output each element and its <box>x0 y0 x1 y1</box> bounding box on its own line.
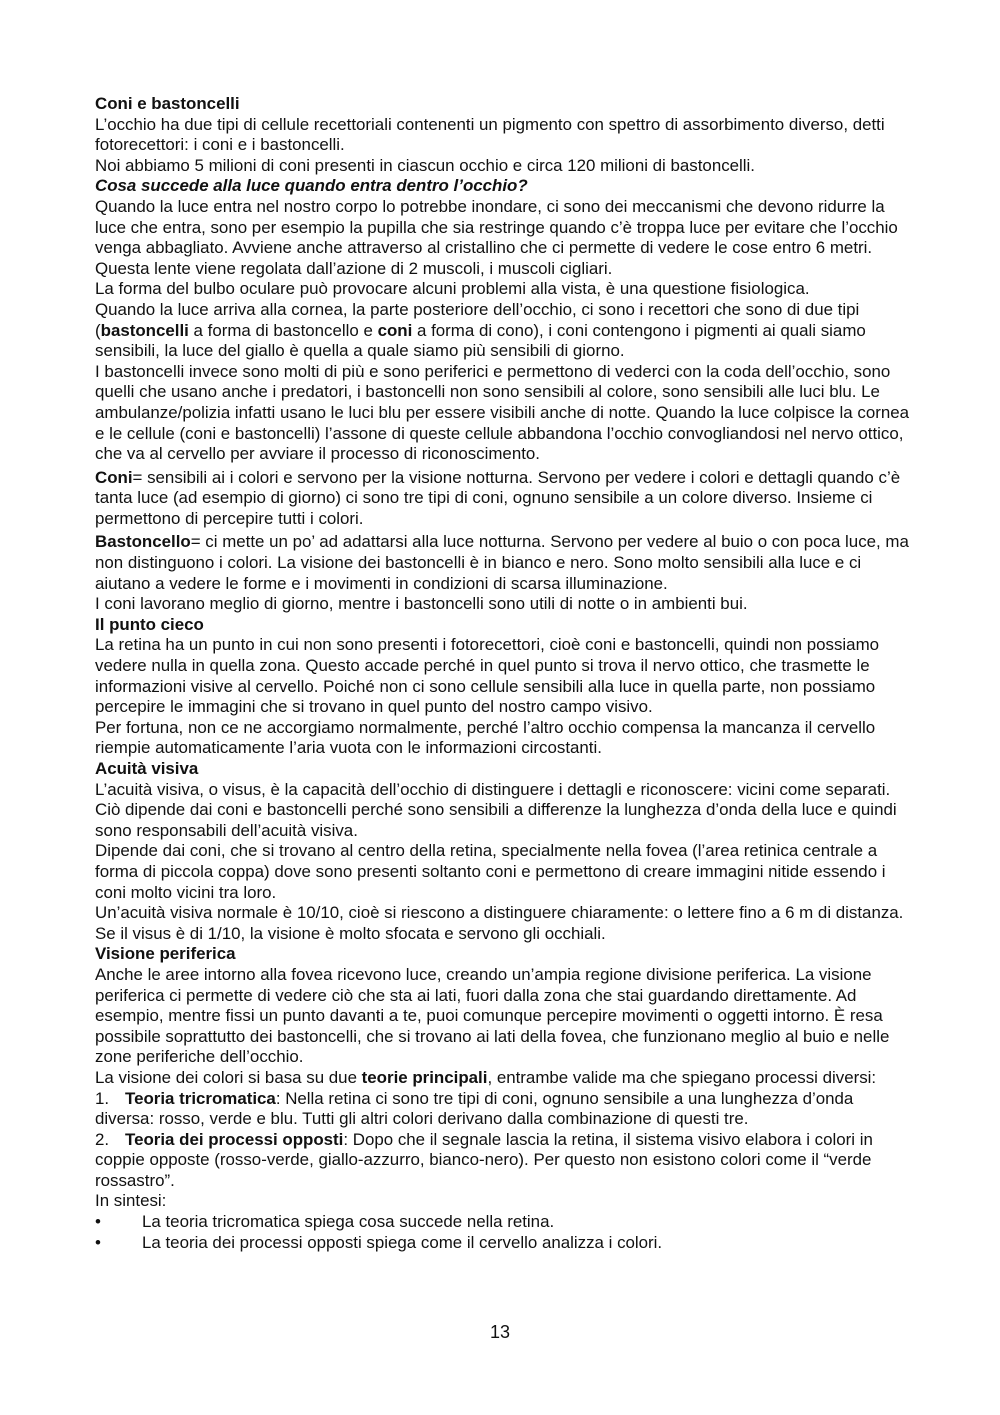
paragraph: L’occhio ha due tipi di cellule recettoriali contenenti un pigmento con spettro di assorbimento diverso, detti fotorecettori: i coni e i bastoncelli. <box>95 114 885 155</box>
document-page <box>95 94 910 1253</box>
bold-term: Teoria tricromatica <box>125 1088 276 1108</box>
bullet-icon: • <box>95 1232 101 1252</box>
paragraph: Un’acuità visiva normale è 10/10, cioè si riescono a distinguere chiaramente: o lettere fino a 6 m di distanza. Se il visus è di 1/10, la visione è molto sfocata e servono gli occhiali. <box>95 903 904 943</box>
text-run: : Dopo che il segnale lascia la retina, il sistema visivo elabora i colori in coppie opposte (rosso-verde, giallo-azzurro, bianco-nero). Per questo non esistono colori come il “verde rossastro”. <box>95 1129 873 1190</box>
bold-term: teorie principali <box>361 1067 488 1087</box>
summary-label: In sintesi: <box>95 1191 167 1211</box>
paragraph: I coni lavorano meglio di giorno, mentre i bastoncelli sono utili di notte o in ambienti bui. <box>95 594 748 614</box>
bold-term: Coni <box>95 467 133 487</box>
text-run: La visione dei colori si basa su due <box>95 1067 362 1087</box>
paragraph: Anche le aree intorno alla fovea ricevono luce, creando un’ampia regione divisione periferica. La visione periferica ci permette di vedere ciò che sta ai lati, fuori dalla zona che stai guardando direttamente. Ad esempio, mentre fissi un punto davanti a te, puoi comunque percepire movimenti o oggetti intorno. È resa possibile soprattutto dei bastoncelli, che si trovano ai lati della fovea, che funzionano meglio al buio e nelle zone periferiche dell’occhio. <box>95 964 890 1067</box>
subheading-question: Cosa succede alla luce quando entra dentro l’occhio? <box>95 176 528 196</box>
heading-acuita-visiva: Acuità visiva <box>95 759 199 778</box>
heading-punto-cieco: Il punto cieco <box>95 614 204 634</box>
text-run: a forma di cono), i coni contengono i pigmenti ai quali siamo sensibili, la luce del giallo è quella a quale siamo più sensibili di giorno. <box>95 320 866 361</box>
paragraph: La retina ha un punto in cui non sono presenti i fotorecettori, cioè coni e bastoncelli, quindi non possiamo vedere nulla in quella zona. Questo accade perché in quel punto si trova il nervo ottico, che trasmette le informazioni visive al cervello. Poiché non ci sono cellule sensibili alla luce in quella parte, non possiamo percepire le immagini che si trovano in quel punto del nostro campo visivo. <box>95 635 880 717</box>
text-run: a forma di bastoncello e <box>188 320 378 340</box>
numbered-item <box>95 1089 910 1130</box>
paragraph: Dipende dai coni, che si trovano al centro della retina, specialmente nella fovea (l’area retinica centrale a forma di piccola coppa) dove sono presenti soltanto coni e permettono di creare immagini nitide essendo i coni molto vicini tra loro. <box>95 841 886 902</box>
definition-bastoncello <box>95 532 910 594</box>
paragraph: Noi abbiamo 5 milioni di coni presenti in ciascun occhio e circa 120 milioni di bastoncelli. <box>95 155 756 175</box>
item-number: 1. <box>95 1088 110 1108</box>
text-run: = ci mette un po’ ad adattarsi alla luce notturna. Servono per vedere al buio o con poca luce, ma non distinguono i colori. La visione dei bastoncelli è in bianco e nero. Sono molto sensibili alla luce e ci aiutano a vedere le forme e i movimenti in condizioni di scarsa illuminazione. <box>95 532 909 593</box>
paragraph: Per fortuna, non ce ne accorgiamo normalmente, perché l’altro occhio compensa la mancanza il cervello riempie automaticamente l’aria vuota con le informazioni circostanti. <box>95 717 876 758</box>
paragraph: I bastoncelli invece sono molti di più e sono periferici e permettono di vederci con la coda dell’occhio, sono quelli che usano anche i predatori, i bastoncelli non sono sensibili al colore, sono sensibili alle luci blu. Le ambulanze/polizia infatti usano le luci blu per essere visibili anche di notte. Quando la luce colpisce la cornea e le cellule (coni e bastoncelli) l’assone di queste cellule abbandona l’occhio convogliandosi nel nervo ottico, che va al cervello per avviare il processo di riconoscimento. <box>95 361 910 464</box>
paragraph <box>95 300 910 362</box>
heading-visione-periferica: Visione periferica <box>95 944 236 964</box>
bullet-icon: • <box>95 1212 101 1232</box>
paragraph <box>95 1068 910 1089</box>
text-run: Quando la luce arriva alla cornea, la parte posteriore dell’occhio, ci sono i recettori che sono di due tipi ( <box>95 299 860 340</box>
bullet-text: La teoria tricromatica spiega cosa succede nella retina. <box>142 1212 555 1232</box>
page-number: 13 <box>489 1322 511 1342</box>
text-run: = sensibili ai i colori e servono per la visione notturna. Servono per vedere i colori e dettagli quando c’è tanta luce (ad esempio di giorno) ci sono tre tipi di coni, ognuno sensibile a un colore diverso. Insieme ci permettono di percepire tutti i colori. <box>95 467 901 528</box>
paragraph: La forma del bulbo oculare può provocare alcuni problemi alla vista, è una questione fisiologica. <box>95 279 810 299</box>
bold-term: Teoria dei processi opposti <box>125 1129 344 1149</box>
paragraph: L’acuità visiva, o visus, è la capacità dell’occhio di distinguere i dettagli e riconoscere: vicini come separati. Ciò dipende dai coni e bastoncelli perché sono sensibili a differenze la lunghezza d’onda della luce e quindi sono responsabili dell’acuità visiva. <box>95 779 897 840</box>
bullet-item <box>95 1212 910 1233</box>
text-run: , entrambe valide ma che spiegano processi diversi: <box>487 1067 877 1087</box>
heading-coni-bastoncelli: Coni e bastoncelli <box>95 94 240 113</box>
bold-term: bastoncelli <box>100 320 189 340</box>
bullet-text: La teoria dei processi opposti spiega come il cervello analizza i colori. <box>142 1232 663 1252</box>
bullet-item <box>95 1233 910 1254</box>
bold-term: coni <box>377 320 413 340</box>
definition-coni <box>95 468 910 530</box>
paragraph: Quando la luce entra nel nostro corpo lo potrebbe inondare, ci sono dei meccanismi che devono ridurre la luce che entra, sono per esempio la pupilla che sia restringe quando c’è troppa luce per evitare che l’occhio venga abbagliato. Avviene anche attraverso al cristallino che ci permette di vedere le cose entro 6 metri. Questa lente viene regolata dall’azione di 2 muscoli, i muscoli cigliari. <box>95 196 898 278</box>
item-number: 2. <box>95 1129 110 1149</box>
text-run: : Nella retina ci sono tre tipi di coni, ognuno sensibile a una lunghezza d’onda diversa: rosso, verde e blu. Tutti gli altri colori derivano dalla combinazione di questi tre. <box>95 1088 854 1129</box>
numbered-item <box>95 1130 910 1192</box>
bold-term: Bastoncello <box>95 532 191 552</box>
